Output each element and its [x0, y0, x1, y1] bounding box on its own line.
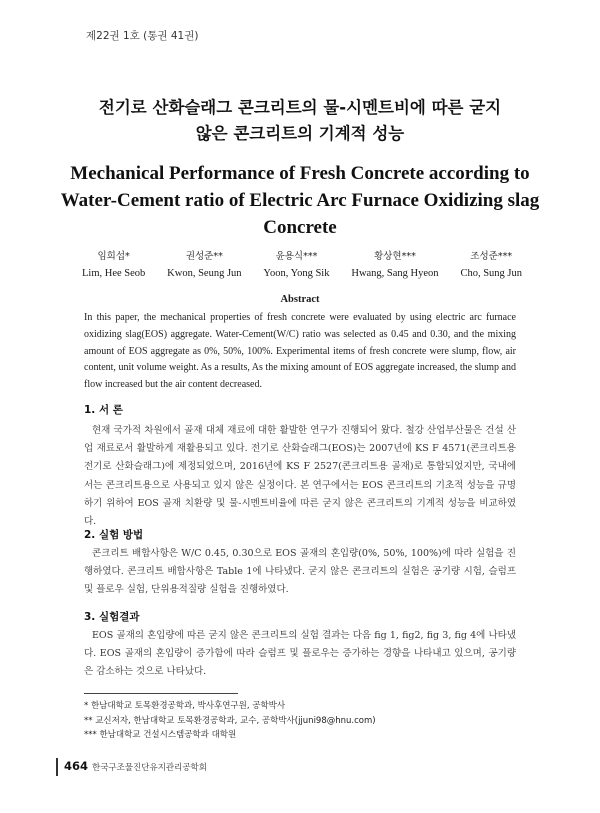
footnote-affiliation-2: ** 교신저자, 한남대학교 토목환경공학과, 교수, 공학박사(jjuni98@hnu.com) — [84, 715, 376, 726]
author — [263, 248, 329, 282]
author — [167, 248, 241, 282]
author-name-english: Hwang, Sang Hyeon — [351, 268, 439, 279]
footnote-divider — [84, 693, 238, 694]
korean-title-line-1: 전기로 산화슬래그 콘크리트의 물-시멘트비에 따른 굳지 — [98, 98, 502, 117]
author-name-korean: 윤용식*** — [275, 251, 318, 262]
author — [351, 248, 438, 282]
author-name-english: Kwon, Seung Jun — [167, 268, 242, 279]
abstract-text: In this paper, the mechanical properties of fresh concrete were evaluated by using electric arc furnace oxidizing slag(EOS) aggregate. Water-Cement(W/C) ratio was selected as 0.45 and 0.30, and the mixing amount of EOS aggregate as 0%, 50%, 100%. Experimental items of fresh concrete were slump, flow, air content, unit volume weight. As a results, As the mixing amount of EOS aggregate increased, the slump and flow increased but the air content decreased. — [84, 312, 516, 391]
section-heading-results: 3. 실험결과 — [84, 611, 140, 623]
section-body-method: 콘크리트 배합사항은 W/C 0.45, 0.30으로 EOS 골재의 혼입량(0%, 50%, 100%)에 따라 실험을 진행하였다. 콘크리트 배합사항은 Table 1에 나타냈다. 굳지 않은 콘크리트의 실험은 공기량 시험, 슬럼프 및 플로우 실험, 단위용적질량 실험을 진행하였다. — [84, 548, 516, 596]
section-heading-method: 2. 실험 방법 — [84, 529, 144, 541]
author-name-korean: 임희섭* — [97, 251, 130, 262]
volume-info: 제22권 1호 (통권 41권) — [86, 30, 199, 42]
journal-name: 한국구조물진단유지관리공학회 — [92, 763, 207, 773]
author-name-english: Cho, Sung Jun — [460, 268, 522, 279]
author — [460, 248, 522, 282]
english-title-line-2: Water-Cement ratio of Electric Arc Furnace Oxidizing slag — [60, 190, 540, 211]
english-title-line-3: Concrete — [263, 217, 337, 238]
section-heading-introduction: 1. 서 론 — [84, 404, 123, 416]
page-number-divider — [56, 758, 58, 776]
page-number: 464 — [64, 759, 89, 773]
author-list — [82, 248, 522, 282]
footnote-affiliation-1: * 한남대학교 토목환경공학과, 박사후연구원, 공학박사 — [84, 701, 286, 711]
korean-title — [60, 95, 540, 147]
author-name-english: Yoon, Yong Sik — [263, 268, 330, 279]
footnote-affiliation-3: *** 한남대학교 건설시스템공학과 대학원 — [84, 730, 237, 740]
author-name-english: Lim, Hee Seob — [82, 268, 146, 279]
author-name-korean: 권성준** — [185, 251, 223, 262]
author — [82, 248, 145, 282]
author-name-korean: 황상현*** — [374, 251, 416, 262]
english-title — [60, 160, 540, 241]
section-body-introduction: 현재 국가적 차원에서 골재 대체 재료에 대한 활발한 연구가 진행되어 왔다. 철강 산업부산물은 건설 산업 재료로서 활발하게 재활용되고 있다. 전기로 산화슬래그(EOS)는 2007년에 KS F 4571(콘크리트용 전기로 산화슬래그)에 제정되었으며, 2016년에 KS F 2527(콘크리트용 골재)로 통합되었지만, 국내에서는 콘크리트용으로 사용되고 있지 않은 실정이다. 본 연구에서는 EOS 콘크리트의 기초적 성능을 규명하기 위하여 EOS 골재 치환량 및 물-시멘트비율에 따른 굳지 않은 콘크리트의 기계적 성능을 비교하였다. — [84, 425, 516, 528]
abstract-heading: Abstract — [280, 294, 320, 305]
footnotes — [84, 699, 376, 743]
korean-title-line-2: 않은 콘크리트의 기계적 성능 — [195, 124, 405, 143]
english-title-line-1: Mechanical Performance of Fresh Concrete according to — [70, 163, 530, 184]
section-body-results: EOS 골재의 혼입량에 따른 굳지 않은 콘크리트의 실험 결과는 다음 fig 1, fig2, fig 3, fig 4에 나타냈다. EOS 골재의 혼입량이 증가함에 따라 슬럼프 및 플로우는 증가하는 경향을 나타내고 있으며, 공기량은 감소하는 것으로 나타났다. — [84, 630, 516, 678]
author-name-korean: 조성준*** — [470, 251, 513, 262]
